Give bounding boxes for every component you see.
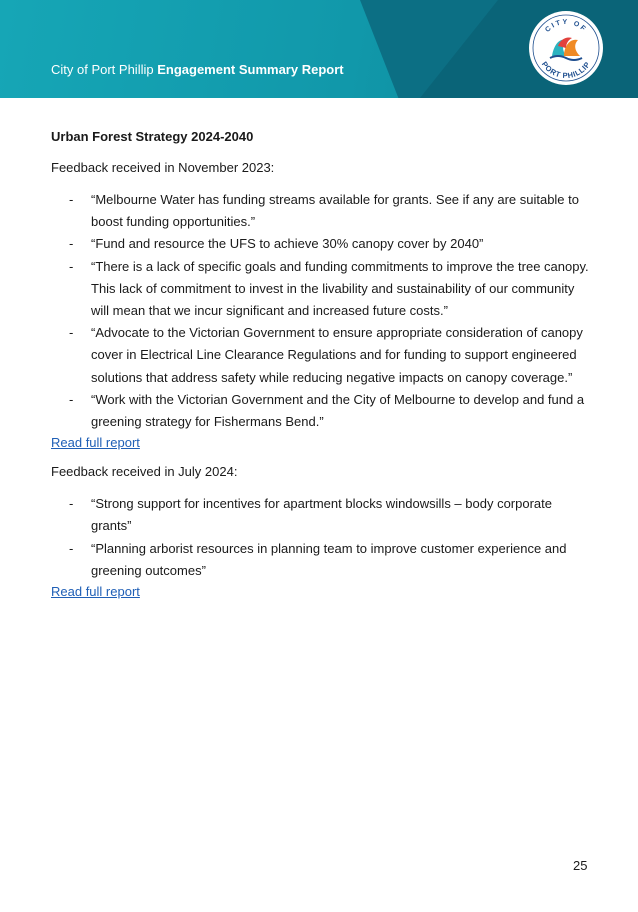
svg-text:CITY OF: CITY OF [544,18,588,34]
header-title [51,62,344,77]
city-of-port-phillip-logo-icon [528,10,604,86]
feedback-text: “Work with the Victorian Government and the City of Melbourne to develop and fund a greening strategy for Fishermans Bend.” [91,391,585,430]
bullet-dash: - [69,540,74,556]
bullet-dash: - [69,391,74,407]
list-item [51,538,596,582]
feedback-text: “There is a lack of specific goals and funding commitments to improve the tree canopy. This lack of commitment to invest in the livability and sustainability of our community will mean that we incur significant and increased future costs.” [91,258,589,319]
feedback-text: “Planning arborist resources in planning team to improve customer experience and greening outcomes” [91,540,567,578]
list-item [51,389,596,433]
feedback-list-jul-2024 [51,493,596,582]
bullet-dash: - [69,258,74,274]
bullet-dash: - [69,325,74,341]
feedback-text: “Melbourne Water has funding streams available for grants. See if any are suitable to boost funding opportunities.” [91,192,579,230]
read-full-report-link[interactable]: Read full report [51,584,140,600]
feedback-block-jul-2024 [51,463,596,602]
list-item [51,256,596,323]
feedback-text: “Advocate to the Victorian Government to ensure appropriate consideration of canopy cover in Electrical Line Clearance Regulations and for funding to support engineered solutions that address safety while reducing negative impacts on canopy coverage.” [91,325,583,385]
list-item [51,493,596,537]
feedback-text: “Fund and resource the UFS to achieve 30% canopy cover by 2040” [91,236,484,252]
section-heading: Urban Forest Strategy 2024-2040 [51,129,254,144]
read-full-report-link[interactable]: Read full report [51,435,140,451]
bullet-dash: - [69,496,74,512]
list-item [51,189,596,233]
list-item [51,233,596,255]
feedback-intro-jul-2024: Feedback received in July 2024: [51,464,238,480]
bullet-dash: - [69,236,74,252]
feedback-text: “Strong support for incentives for apartment blocks windowsills – body corporate grants” [91,496,552,534]
page-number: 25 [573,858,588,873]
feedback-intro-nov-2023: Feedback received in November 2023: [51,160,275,175]
report-content [51,128,596,602]
page-header [0,0,638,98]
header-report-name: Engagement Summary Report [157,62,344,77]
header-org: City of Port Phillip [51,62,154,77]
bullet-dash: - [69,192,74,207]
list-item [51,322,596,389]
svg-text:PORT PHILLIP: PORT PHILLIP [539,59,593,81]
feedback-list-nov-2023 [51,189,596,433]
